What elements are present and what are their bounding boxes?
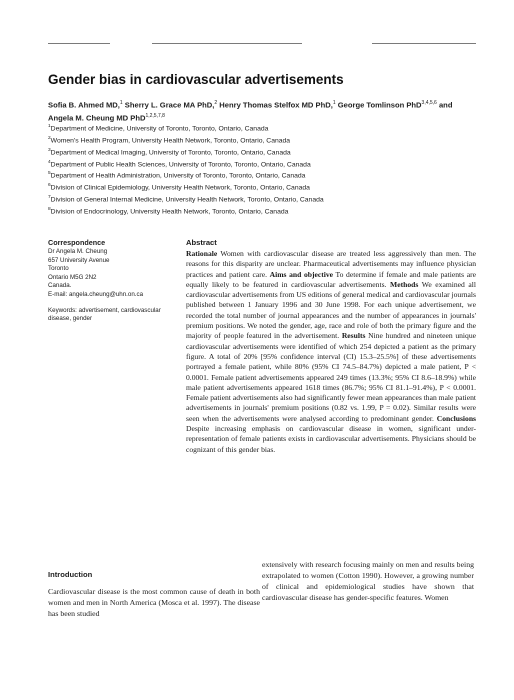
keywords: Keywords: advertisement, cardiovascular disease, gender (48, 306, 161, 323)
affiliation-list (48, 122, 478, 217)
abstract-text-rationale: Women with cardiovascular disease are treated less aggressively than men. The reasons for this disparity are unclear. Pharmaceutical advertisements may influence physician practices and patient care. (186, 249, 476, 279)
author-name: Henry Thomas Stelfox MD PhD, (219, 100, 333, 110)
correspondence-email: E-mail: angela.cheung@uhn.on.ca (48, 290, 144, 298)
abstract-text-methods: We examined all cardiovascular advertisements from US editions of general medical and cardiovascular journals published between 1 January 1996 and 30 June 1998. For each unique advertisement, we recorded the total number of journal appearances and the number of appearances in journals' premium positions. We noted the gender, age, race and role of both the primary figure and the majority of people featured in the advertisement. (186, 279, 476, 341)
affiliation-mark: 1 (48, 124, 51, 129)
affiliation-item (48, 169, 478, 181)
correspondence-line: Dr Angela M. Cheung (48, 248, 108, 255)
correspondence-block (48, 238, 168, 324)
affiliation-item (48, 181, 478, 193)
abstract-body (186, 249, 476, 455)
affiliation-text: Department of Public Health Sciences, University of Toronto, Toronto, Ontario, Canada (50, 160, 311, 168)
author-name: Sofia B. Ahmed MD, (48, 100, 120, 110)
affiliation-mark: 4 (48, 159, 51, 165)
affiliation-text: Women's Health Program, University Health Network, Toronto, Ontario, Canada (50, 137, 291, 145)
author-affiliation-mark: 1 (119, 100, 123, 106)
abstract-label-results: Results (341, 331, 366, 341)
affiliation-item (48, 122, 478, 134)
affiliation-item (48, 193, 478, 205)
affiliation-mark: 3 (48, 147, 51, 153)
correspondence-line: Toronto (48, 265, 69, 273)
header-rule-left (48, 43, 110, 44)
article-title: Gender bias in cardiovascular advertisements (48, 72, 344, 87)
abstract-text-conclusions: Despite increasing emphasis on cardiovascular disease in women, significant under-representation of female patients exists in cardiovascular advertisements. Physicians should be cognizant of this gender bias. (186, 424, 476, 454)
introduction-left-column: Cardiovascular disease is the most common cause of death in both women and men in North America (Mosca et al. 1997). The disease has been studied (48, 587, 260, 618)
affiliation-mark: 8 (48, 207, 51, 213)
author-affiliation-mark: 2 (214, 100, 218, 106)
affiliation-item (48, 134, 478, 146)
abstract-label-aims: Aims and objective (269, 269, 334, 279)
correspondence-line: Ontario M5G 2N2 (48, 273, 97, 281)
correspondence-heading: Correspondence (48, 238, 106, 247)
author-list: Sofia B. Ahmed MD,$^1$ Sherry L. Grace MA PhD,$^2$ Henry Thomas Stelfox MD PhD,$^1$ George Tomlinson PhD$^{3,4,5,6}$ and Angela M. Cheung MD PhD$^{1,2,5,7,8}$ (48, 100, 453, 123)
introduction-heading: Introduction (48, 570, 93, 579)
author-name: George Tomlinson PhD (337, 100, 422, 110)
abstract-label-rationale: Rationale (186, 249, 218, 258)
abstract-text-results: Nine hundred and nineteen unique cardiovascular advertisements were identified of which 254 depicted a patient as the primary figure. A total of 20% [95% confidence interval (CI) 15.3–25.5%] of these advertisements portrayed a female patient, while 80% (95% CI 74.5–84.7%) depicted a male patient, P < 0.0001. Female patient advertisements appeared 249 times (13.3%; 95% CI 8.6–18.9%) while male patient advertisements appeared 1618 times (86.7%; 95% CI 81.1–91.4%), P < 0.0001. Female patient advertisements also had significantly fewer mean appearances than male patient advertisements in journals' premium positions (0.82 vs. 1.99, P = 0.02). Similar results were seen when the advertisements were analysed according to predominant gender. (186, 331, 476, 423)
affiliation-item (48, 205, 478, 217)
abstract-label-conclusions: Conclusions (436, 413, 476, 423)
affiliation-text: Division of General Internal Medicine, University Health Network, Toronto, Ontario, Canada (50, 196, 324, 204)
author-affiliation-mark: 1 (332, 100, 336, 106)
affiliation-mark: 6 (48, 183, 51, 189)
affiliation-item (48, 158, 478, 170)
affiliation-mark: 2 (48, 135, 51, 141)
abstract-heading: Abstract (186, 238, 217, 247)
affiliation-text: Department of Medicine, University of Toronto, Toronto, Ontario, Canada (50, 125, 269, 133)
affiliation-mark: 5 (48, 171, 51, 177)
affiliation-text: Division of Clinical Epidemiology, University Health Network, Toronto, Ontario, Canada (50, 184, 310, 192)
affiliation-item (48, 146, 478, 158)
abstract-label-methods: Methods (390, 279, 419, 289)
affiliation-text: Department of Medical Imaging, University of Toronto, Toronto, Ontario, Canada (50, 148, 291, 156)
introduction-right-column: extensively with research focusing mainly on men and results being extrapolated to women (Cotton 1990). However, a growing number of clinical and epidemiological studies have shown that cardiovascular disease has gender-specific features. Women (262, 560, 474, 602)
affiliation-text: Division of Endocrinology, University Health Network, Toronto, Ontario, Canada (50, 208, 289, 216)
correspondence-line: 657 University Avenue (48, 256, 110, 264)
abstract-block (186, 238, 476, 455)
author-name: Angela M. Cheung MD PhD (48, 113, 146, 123)
author-name: Sherry L. Grace MA PhD, (124, 100, 215, 110)
author-affiliation-mark: 3,4,5,6 (421, 100, 437, 106)
abstract-text-aims: To determine if female and male patients are equally likely to be featured in cardiovascular advertisements. (186, 269, 476, 289)
author-affiliation-mark: 1,2,5,7,8 (145, 113, 165, 120)
header-rule-mid (152, 43, 302, 44)
correspondence-line: Canada. (48, 282, 72, 290)
affiliation-mark: 7 (48, 195, 51, 201)
header-rule-right (372, 43, 476, 44)
affiliation-text: Department of Health Administration, University of Toronto, Toronto, Ontario, Canada (50, 172, 306, 180)
